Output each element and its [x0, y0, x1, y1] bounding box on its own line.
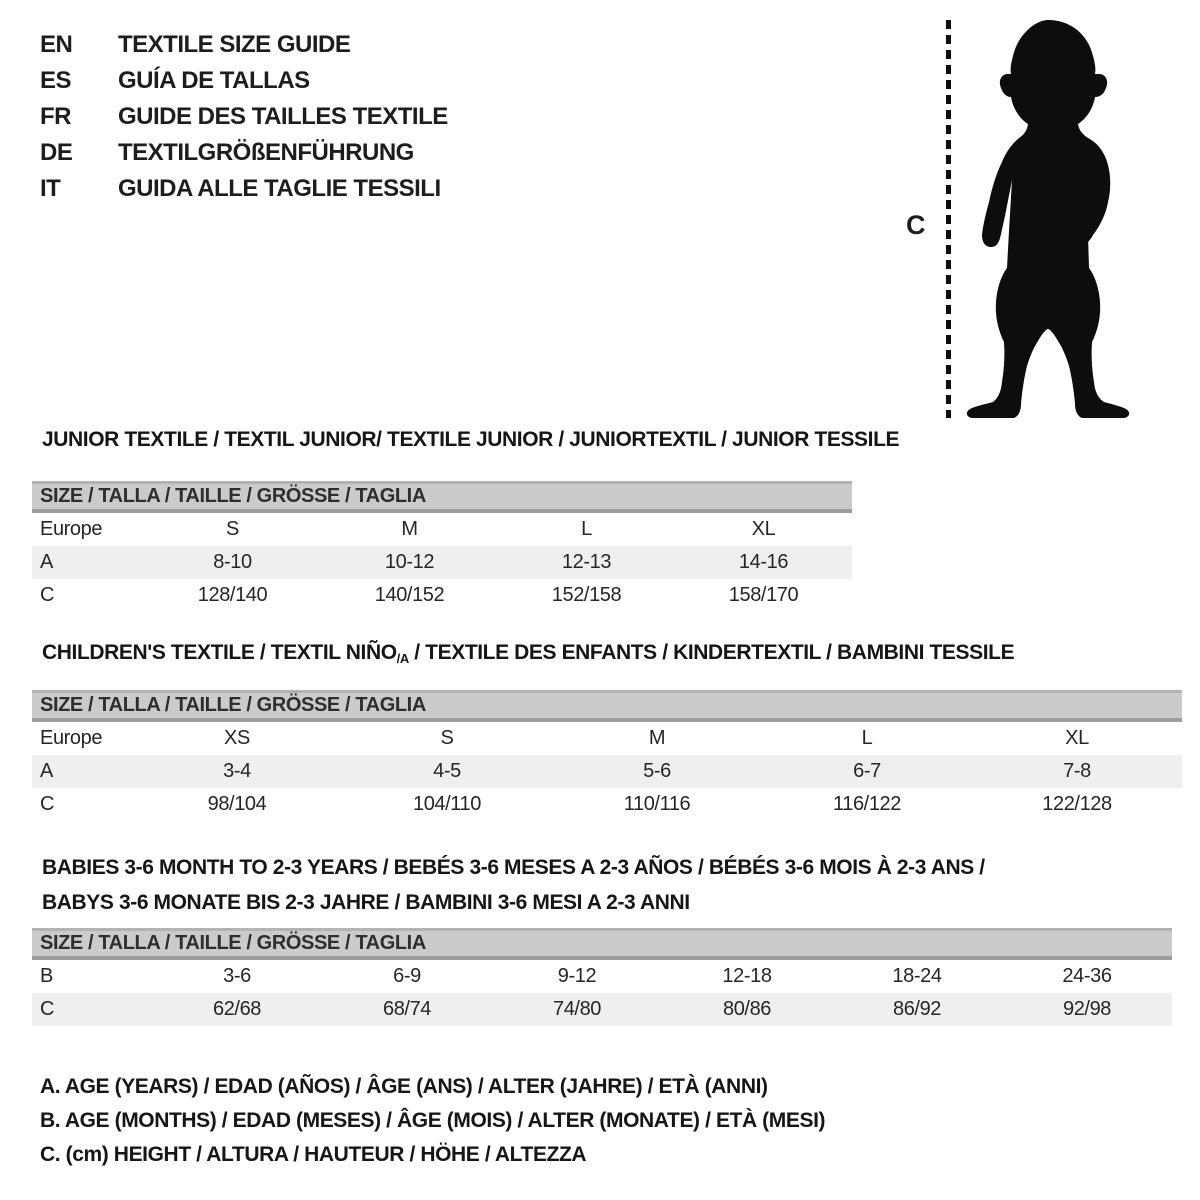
- table-row-age: [32, 755, 1182, 788]
- table-row-months: [32, 960, 1172, 993]
- height-cell: 92/98: [1002, 993, 1172, 1026]
- legend-height-cm: C. (cm) HEIGHT / ALTURA / HAUTEUR / HÖHE / ALTEZZA: [40, 1143, 587, 1166]
- height-measure-dashed-line: [946, 20, 951, 418]
- children-title-subscript: /A: [396, 651, 409, 666]
- height-cell: 116/122: [832, 793, 901, 815]
- height-cell: 128/140: [197, 584, 268, 606]
- size-cell: XL: [1065, 727, 1089, 749]
- height-cell: 104/110: [412, 793, 481, 815]
- size-cell: XL: [751, 518, 776, 540]
- months-cell: 3-6: [223, 965, 251, 987]
- table-row-age: [32, 546, 852, 579]
- height-cell: 122/128: [1042, 793, 1112, 815]
- height-cell: 68/74: [322, 993, 492, 1026]
- row-label: C: [40, 584, 55, 606]
- table-row-height: [32, 788, 1182, 821]
- height-cell: 98/104: [207, 793, 267, 815]
- babies-section-title: [42, 850, 985, 920]
- row-label: Europe: [40, 518, 103, 540]
- height-cell: 86/92: [832, 993, 1002, 1026]
- size-cell: M: [401, 518, 418, 540]
- age-cell: 14-16: [675, 546, 852, 579]
- babies-table: [32, 960, 1172, 1026]
- lang-code: IT: [40, 175, 61, 202]
- legend-age-years: A. AGE (YEARS) / EDAD (AÑOS) / ÂGE (ANS) / ALTER (JAHRE) / ETÀ (ANNI): [40, 1075, 768, 1098]
- months-cell: 12-18: [722, 965, 772, 987]
- size-header-bar: SIZE / TALLA / TAILLE / GRÖSSE / TAGLIA: [32, 928, 1172, 960]
- children-size-table: [32, 690, 1182, 821]
- legend: [40, 1070, 825, 1172]
- table-row-europe: [32, 722, 1182, 755]
- row-label: B: [40, 965, 53, 987]
- months-cell: 6-9: [393, 965, 421, 987]
- height-cell: 62/68: [152, 993, 322, 1026]
- size-cell: L: [581, 518, 592, 540]
- height-cell: 80/86: [662, 993, 832, 1026]
- height-cell: 74/80: [492, 993, 662, 1026]
- junior-size-table: [32, 481, 852, 612]
- lang-row-fr: [40, 99, 448, 135]
- lang-code: ES: [40, 67, 72, 94]
- lang-row-es: [40, 63, 448, 99]
- table-row-europe: [32, 513, 852, 546]
- language-title-list: [40, 27, 448, 207]
- children-title-prefix: CHILDREN'S TEXTILE / TEXTIL NIÑO: [42, 641, 397, 664]
- height-cell: 152/158: [551, 584, 622, 606]
- row-label: A: [32, 546, 144, 579]
- row-label: C: [32, 993, 152, 1026]
- lang-code: EN: [40, 31, 73, 58]
- row-label: Europe: [40, 727, 103, 749]
- lang-row-de: [40, 135, 448, 171]
- size-cell: XS: [224, 727, 250, 749]
- babies-title-line2: BABYS 3-6 MONATE BIS 2-3 JAHRE / BAMBINI 3-6 MESI A 2-3 ANNI: [42, 891, 690, 914]
- size-header-bar: SIZE / TALLA / TAILLE / GRÖSSE / TAGLIA: [32, 481, 852, 513]
- lang-title: GUIDA ALLE TAGLIE TESSILI: [118, 175, 441, 202]
- lang-title: TEXTILE SIZE GUIDE: [118, 31, 351, 58]
- height-cell: 110/116: [623, 793, 691, 815]
- size-cell: M: [648, 727, 666, 749]
- size-header-bar: SIZE / TALLA / TAILLE / GRÖSSE / TAGLIA: [32, 690, 1182, 722]
- height-cell: 158/170: [728, 584, 799, 606]
- row-label: C: [40, 793, 55, 815]
- children-title-suffix: / TEXTILE DES ENFANTS / KINDERTEXTIL / BAMBINI TESSILE: [408, 641, 1015, 664]
- age-cell: 3-4: [132, 755, 342, 788]
- months-cell: 9-12: [557, 965, 597, 987]
- lang-title: TEXTILGRÖßENFÜHRUNG: [118, 139, 414, 166]
- age-cell: 10-12: [321, 546, 498, 579]
- size-cell: S: [440, 727, 454, 749]
- junior-section-title: JUNIOR TEXTILE / TEXTIL JUNIOR/ TEXTILE JUNIOR / JUNIORTEXTIL / JUNIOR TESSILE: [42, 428, 900, 451]
- size-cell: S: [226, 518, 239, 540]
- lang-code: FR: [40, 103, 71, 130]
- age-cell: 5-6: [552, 755, 762, 788]
- row-label: A: [32, 755, 132, 788]
- junior-table: [32, 513, 852, 612]
- age-cell: 8-10: [144, 546, 321, 579]
- legend-age-months: B. AGE (MONTHS) / EDAD (MESES) / ÂGE (MOIS) / ALTER (MONATE) / ETÀ (MESI): [40, 1109, 826, 1132]
- lang-title: GUÍA DE TALLAS: [118, 67, 310, 94]
- age-cell: 7-8: [972, 755, 1182, 788]
- age-cell: 6-7: [762, 755, 972, 788]
- children-table: [32, 722, 1182, 821]
- months-cell: 18-24: [892, 965, 942, 987]
- toddler-silhouette-icon: [958, 16, 1143, 420]
- height-measure-label: C: [906, 210, 926, 240]
- height-cell: 140/152: [374, 584, 445, 606]
- babies-title-line1: BABIES 3-6 MONTH TO 2-3 YEARS / BEBÉS 3-6 MESES A 2-3 AÑOS / BÉBÉS 3-6 MOIS À 2-3 ANS /: [42, 856, 985, 879]
- children-section-title: [42, 641, 1014, 666]
- lang-title: GUIDE DES TAILLES TEXTILE: [118, 103, 448, 130]
- lang-row-en: [40, 27, 448, 63]
- table-row-height: [32, 993, 1172, 1026]
- months-cell: 24-36: [1062, 965, 1112, 987]
- lang-code: DE: [40, 139, 73, 166]
- table-row-height: [32, 579, 852, 612]
- babies-size-table: [32, 928, 1172, 1026]
- age-cell: 4-5: [342, 755, 552, 788]
- size-cell: L: [861, 727, 873, 749]
- age-cell: 12-13: [498, 546, 675, 579]
- lang-row-it: [40, 171, 448, 207]
